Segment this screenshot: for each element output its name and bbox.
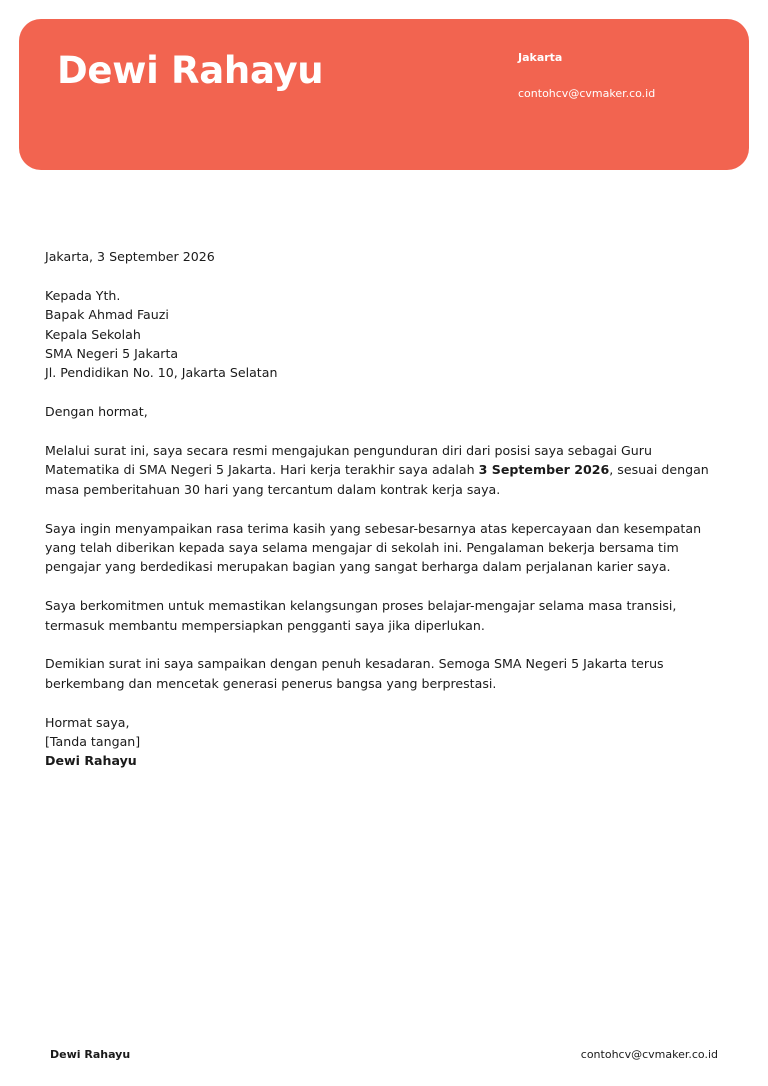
paragraph-1 <box>45 441 725 499</box>
recipient-line: Kepala Sekolah <box>45 326 141 342</box>
date-line: Jakarta, 3 September 2026 <box>45 249 215 264</box>
last-day-date: 3 September 2026 <box>478 462 610 478</box>
letter-body <box>45 247 725 771</box>
paragraph-2: Saya ingin menyampaikan rasa terima kasih yang sebesar-besarnya atas kepercayaan dan kesempatan yang telah diberikan kepada saya selama mengajar di sekolah ini. Pengalaman bekerja bersama tim pengajar yang berdedikasi merupakan bagian yang sangat berharga dalam perjalanan karier saya. <box>45 520 702 575</box>
paragraph-1-text-end: , sesuai dengan masa pemberitahuan 30 hari yang tercantum dalam kontrak kerja saya. <box>45 462 709 497</box>
recipient-line: Jl. Pendidikan No. 10, Jakarta Selatan <box>45 365 278 381</box>
footer-name: Dewi Rahayu <box>50 1048 131 1061</box>
header-email: contohcv@cvmaker.co.id <box>518 87 656 100</box>
paragraph-1-text: Melalui surat ini, saya secara resmi mengajukan pengunduran diri dari posisi saya sebagai Guru Matematika di SMA Negeri 5 Jakarta. Hari kerja terakhir saya adalah <box>45 443 652 478</box>
paragraph-4: Demikian surat ini saya sampaikan dengan penuh kesadaran. Semoga SMA Negeri 5 Jakarta terus berkembang dan mencetak generasi penerus bangsa yang berprestasi. <box>45 656 664 691</box>
header-name: Dewi Rahayu <box>57 49 324 92</box>
header-banner <box>19 19 749 170</box>
footer-email: contohcv@cvmaker.co.id <box>580 1048 718 1061</box>
recipient-line: SMA Negeri 5 Jakarta <box>45 346 179 362</box>
recipient-line: Bapak Ahmad Fauzi <box>45 307 169 323</box>
paragraph-3: Saya berkomitmen untuk memastikan kelangsungan proses belajar-mengajar selama masa transisi, termasuk membantu mempersiapkan pengganti saya jika diperlukan. <box>45 598 677 633</box>
header-city: Jakarta <box>518 51 563 64</box>
closing: Hormat saya, <box>45 714 130 730</box>
salutation: Dengan hormat, <box>45 404 148 420</box>
recipient-line: Kepada Yth. <box>45 287 121 303</box>
recipient-block <box>45 286 725 383</box>
signer-name: Dewi Rahayu <box>45 753 137 769</box>
signature-placeholder: [Tanda tangan] <box>45 734 141 750</box>
